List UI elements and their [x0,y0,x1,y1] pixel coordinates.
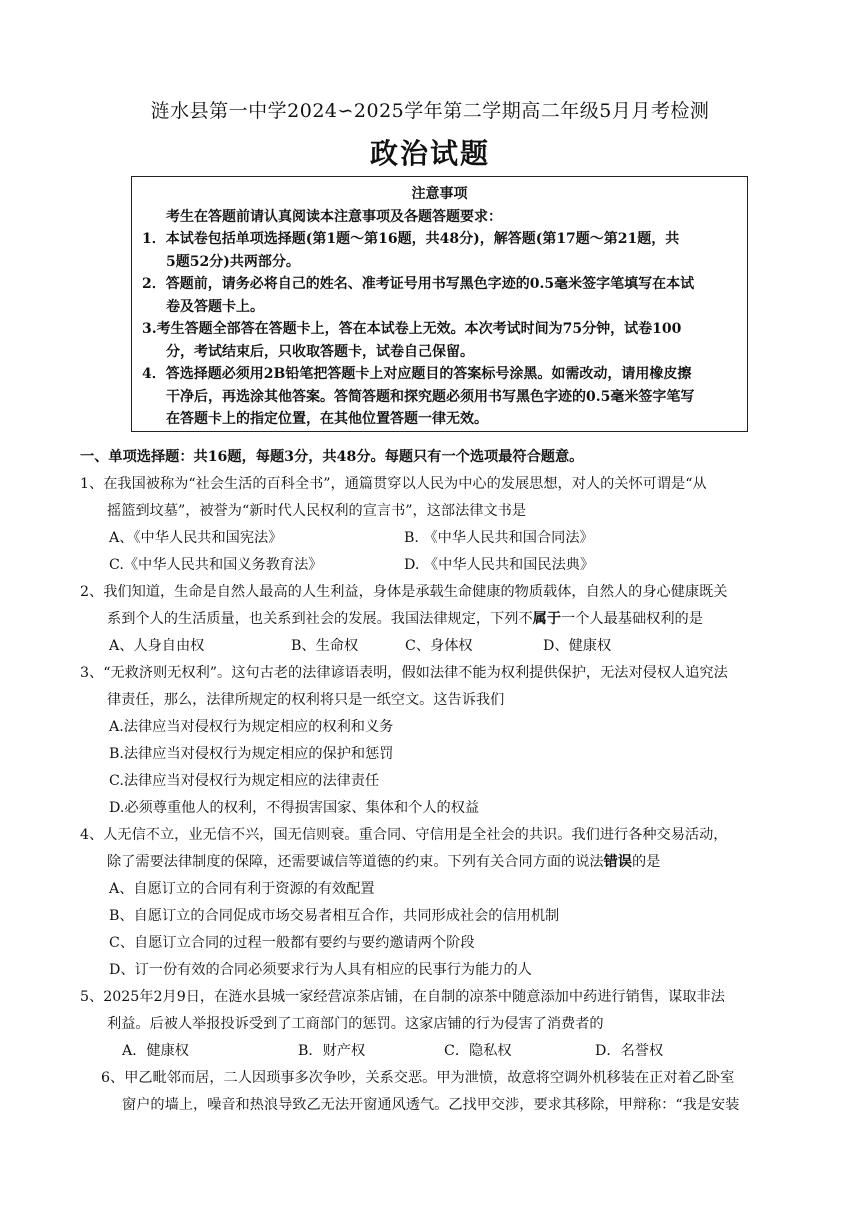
question-2-line1: 2、我们知道，生命是自然人最高的人生利益，身体是承载生命健康的物质载体，自然人的身心健康既关 [80,584,728,600]
question-6 [80,1065,780,1119]
notice-item-3 [142,318,737,363]
option-a: A、自愿订立的合同有利于资源的有效配置 [109,881,375,897]
notice-item-1-line1: 1．本试卷包括单项选择题(第1题～第16题，共48分)，解答题(第17题～第21题，共 [142,231,680,247]
question-2-line2-a: 系到个人的生活质量，也关系到社会的发展。我国法律规定，下列不 [107,611,533,627]
option-a: A、人身自由权 [109,638,205,654]
question-2-line2 [80,606,780,633]
questions-area [80,444,780,1119]
question-1-line2: 摇篮到坟墓”，被誉为“新时代人民权利的宣言书”，这部法律文书是 [107,503,527,519]
option-a: A．健康权 [122,1043,189,1059]
option-c: C、自愿订立合同的过程一般都有要约与要约邀请两个阶段 [109,935,475,951]
notice-item-1 [142,228,737,273]
question-1-options-row2 [80,552,780,579]
question-1-options-row1 [80,525,780,552]
option-a: A.法律应当对侵权行为规定相应的权利和义务 [109,719,394,735]
option-a: A、《中华人民共和国宪法》 [109,530,283,546]
question-4-line2-c: 的是 [631,854,661,870]
option-c: C.法律应当对侵权行为规定相应的法律责任 [109,773,380,789]
notice-item-2 [142,273,737,318]
notice-item-4-line3: 在答题卡上的指定位置，在其他位置答题一律无效。 [166,411,488,427]
notice-item-1-line2: 5题52分)共两部分。 [166,253,300,270]
question-3-line2: 律责任，那么，法律所规定的权利将只是一纸空文。这告诉我们 [107,692,505,708]
option-b: B.法律应当对侵权行为规定相应的保护和惩罚 [109,746,394,762]
option-b: B、自愿订立的合同促成市场交易者相互合作，共同形成社会的信用机制 [109,908,560,924]
question-2 [80,579,780,660]
option-d: D.必须尊重他人的权利，不得损害国家、集体和个人的权益 [109,800,480,816]
option-c: C．隐私权 [444,1043,512,1059]
subject-title: 政治试题 [369,137,490,170]
question-2-emphasis: 属于 [532,611,562,627]
question-5 [80,984,780,1065]
question-4-line1: 4、人无信不立，业无信不兴，国无信则衰。重合同、守信用是全社会的共识。我们进行各种交易活动， [80,827,728,843]
option-d: D．名誉权 [595,1043,664,1059]
notice-item-3-line1: 3.考生答题全部答在答题卡上，答在本试卷上无效。本次考试时间为75分钟，试卷100 [142,321,682,337]
question-3-line1: 3、“无救济则无权利”。这句古老的法律谚语表明，假如法律不能为权利提供保护，无法对侵权人追究法 [80,665,728,681]
option-b: B．财产权 [298,1043,366,1059]
option-b: B. 《中华人民共和国合同法》 [404,530,594,546]
option-d: D. 《中华人民共和国民法典》 [404,557,595,573]
option-d: D、订一份有效的合同必须要求行为人具有相应的民事行为能力的人 [109,962,532,978]
notice-box [131,176,748,432]
question-4-emphasis: 错误 [603,854,632,870]
question-6-line1: 6、甲乙毗邻而居，二人因琐事多次争吵，关系交恶。甲为泄愤，故意将空调外机移装在正对着乙卧室 [101,1070,735,1086]
question-2-line2-c: 一个人最基础权利的是 [561,611,703,627]
question-4-line2-a: 除了需要法律制度的保障，还需要诚信等道德的约束。下列有关合同方面的说法 [107,854,604,870]
question-1-line1: 1、在我国被称为“社会生活的百科全书”，通篇贯穿以人民为中心的发展思想，对人的关怀可谓是“从 [80,476,707,492]
notice-item-4-line2: 干净后，再选涂其他答案。答简答题和探究题必须用书写黑色字迹的0.5毫米签字笔写 [166,388,695,405]
question-1 [80,471,780,579]
notice-intro: 考生在答题前请认真阅读本注意事项及各题答题要求： [166,208,502,225]
option-c: C、身体权 [405,638,473,654]
exam-header: 涟水县第一中学2024∽2025学年第二学期高二年级5月月考检测 [150,100,710,122]
notice-item-2-line2: 卷及答题卡上。 [166,298,264,315]
question-5-line1: 5、2025年2月9日，在涟水县城一家经营凉茶店铺，在自制的凉茶中随意添加中药进行销售，谋取非法 [80,989,725,1005]
question-4 [80,822,780,984]
question-2-options [80,633,780,660]
question-5-line2: 利益。后被人举报投诉受到了工商部门的惩罚。这家店铺的行为侵害了消费者的 [107,1016,604,1032]
question-5-options [80,1038,780,1065]
notice-item-2-line1: 2．答题前，请务必将自己的姓名、准考证号用书写黑色字迹的0.5毫米签字笔填写在本试 [142,276,695,292]
section-heading: 一、单项选择题：共16题，每题3分，共48分。每题只有一个选项最符合题意。 [80,449,584,465]
notice-item-3-line2: 分，考试结束后，只收取答题卡，试卷自己保留。 [166,343,474,360]
notice-item-4-line1: 4．答选择题必须用2B铅笔把答题卡上对应题目的答案标号涂黑。如需改动，请用橡皮擦 [142,366,692,382]
question-4-line2 [80,849,780,876]
option-b: B、生命权 [291,638,359,654]
question-3 [80,660,780,822]
question-6-line2: 窗户的墙上，噪音和热浪导致乙无法开窗通风透气。乙找甲交涉，要求其移除，甲辩称：“我是安装 [122,1097,740,1113]
option-c: C.《中华人民共和国义务教育法》 [109,557,323,573]
notice-heading: 注意事项 [411,186,468,202]
notice-item-4 [142,363,737,431]
option-d: D、健康权 [543,638,612,654]
